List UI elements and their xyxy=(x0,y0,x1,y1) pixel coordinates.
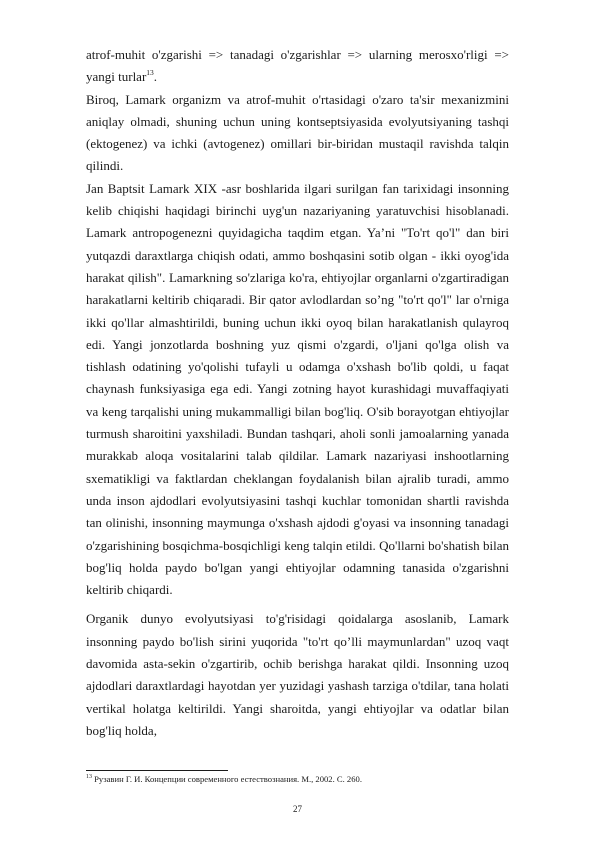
footnote-number: 13 xyxy=(86,774,92,781)
footnote-text: Рузавин Г. И. Концепции современного естествознания. М., 2002. С. 260. xyxy=(92,774,362,784)
paragraph-1 xyxy=(86,44,509,89)
paragraph-2: Biroq, Lamark organizm va atrof-muhit o'rtasidagi o'zaro ta'sir mexanizmini aniqlay olmadi, shuning uchun uning kontseptsiyasida evolyutsiyaning tashqi (ektogenez) va ichki (avtogenez) omillari bir-biridan mustaqil ravishda talqin qilindi. xyxy=(86,91,509,174)
paragraph-1-text: atrof-muhit o'zgarishi => tanadagi o'zgarishlar => ularning merosxo'rligi => yangi turlar xyxy=(86,47,509,85)
page-body xyxy=(86,44,509,742)
paragraph-spacer xyxy=(86,601,509,608)
paragraph-1-end: . xyxy=(153,69,158,85)
paragraph-3: Jan Baptsit Lamark XIX -asr boshlarida ilgari surilgan fan tarixidagi insonning kelib chiqishi haqidagi birinchi uyg'un nazariyaning yaratuvchisi hisoblanadi. Lamark antropogenezni quyidagicha taqdim etgan. Ya’ni "To'rt qo'l" dan biri yutqazdi daraxtlarga chiqish odati, ammo boshqasini sotib olgan - ikki oyog'ida harakat qilish". Lamarkning so'zlariga ko'ra, ehtiyojlar organlarni o'zgartiradigan harakatlarni keltirib chiqaradi. Bir qator avlodlardan so’ng "to'rt qo'l" lar o'rniga ikki qo'llar almashtirildi, buning uchun ikki oyoq bilan harakatlanish qulayroq edi. Yangi jonzotlarda boshning yuz qismi o'zgardi, o'ljani qo'lga olish va tishlash odatining yo'qolishi tufayli u odamga o'xshash bo'lib qoldi, u faqat chaynash funksiyasiga ega edi. Yangi zotning hayot kurashidagi muvaffaqiyati va keng tarqalishi uning mukammalligi bilan bog'liq. O'sib borayotgan ehtiyojlar turmush sharoitini yaxshiladi. Bundan tashqari, aholi sonli jamoalarning yanada murakkab aloqa vositalarini talab qildilar. Lamark nazariyasi inshootlarning sxematikligi va faktlardan cheklangan foydalanish bilan ajralib turadi, ammo unda inson ajdodlari evolyutsiyasini tashqi kuchlar tomonidan shartli ravishda tan olinishi, insonning maymunga o'xshash ajdodi g'oyasi va insonning tanadagi o'zgarishining bosqichma-bosqichligi keng talqin etildi. Qo'llarni bo'shatish bilan bog'liq holda paydo bo'lgan yangi ehtiyojlar odamning tanasida o'zgarishni keltirib chiqardi. xyxy=(86,180,509,598)
footnote-divider xyxy=(86,770,228,771)
footnote xyxy=(86,773,509,785)
paragraph-4: Organik dunyo evolyutsiyasi to'g'risidagi qoidalarga asoslanib, Lamark insonning paydo bo'lish sirini yuqorida "to'rt qo’lli maymunlardan" uzoq vaqt davomida asta-sekin o'zgartirib, ochib berishga harakat qildi. Insonning uzoq ajdodlari daraxtlardagi hayotdan yer yuzidagi yashash tarziga o'tdilar, tana holati vertikal holatga keltirildi. Yangi sharoitda, yangi ehtiyojlar va odatlar bilan bog'liq holda, xyxy=(86,611,509,738)
footnote-reference[interactable]: 13 xyxy=(146,68,154,78)
page-number: 27 xyxy=(293,804,302,814)
